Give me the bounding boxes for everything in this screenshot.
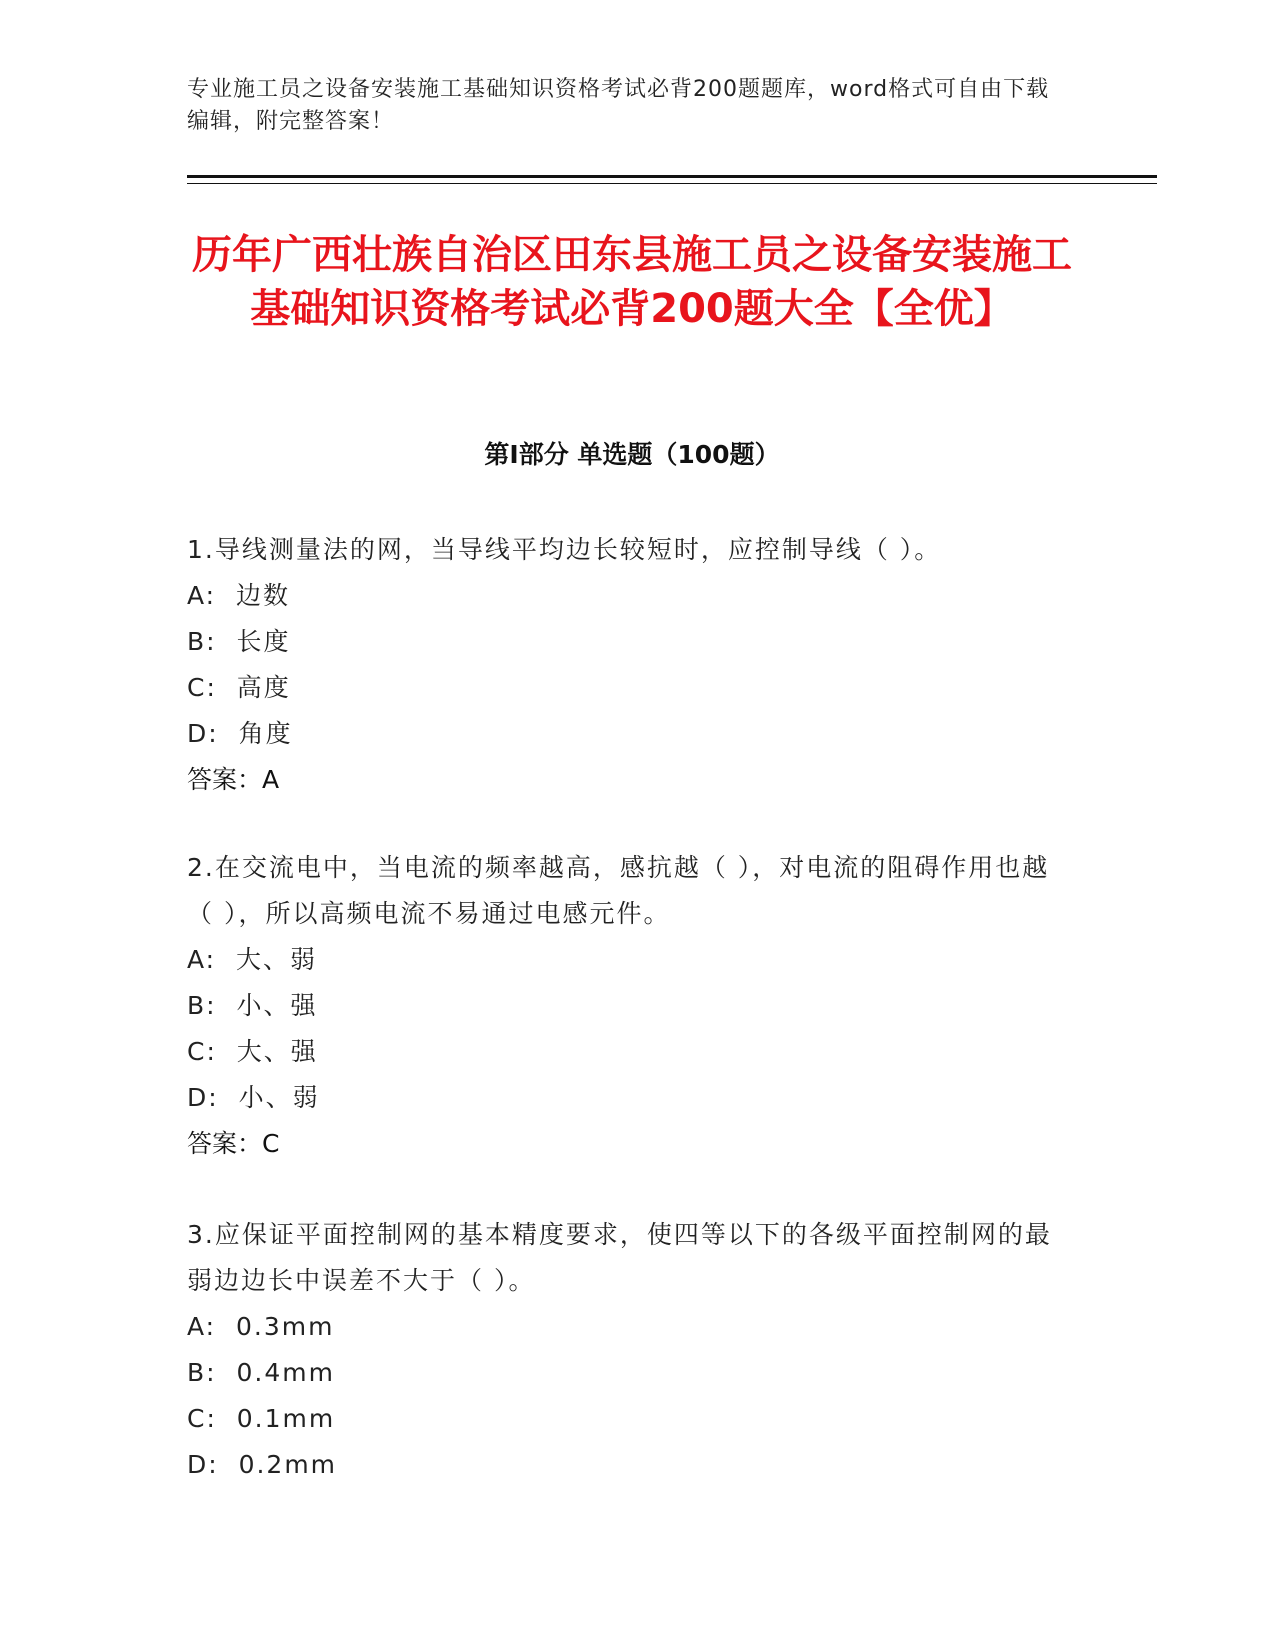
option-a: A: 大、弱	[187, 945, 317, 974]
document-page	[187, 0, 1157, 1650]
option-b: B: 小、强	[187, 991, 318, 1020]
option-d: D: 0.2mm	[187, 1450, 338, 1479]
answer-line: 答案：C	[187, 1129, 280, 1158]
option-c: C: 0.1mm	[187, 1404, 336, 1433]
question-item	[187, 1212, 1067, 1488]
option-c: C: 高度	[187, 673, 291, 702]
header-note: 专业施工员之设备安装施工基础知识资格考试必背200题题库，word格式可自由下载编辑，附完整答案！	[187, 77, 1050, 134]
option-a: A: 0.3mm	[187, 1312, 335, 1341]
answer-line: 答案：A	[187, 765, 280, 794]
option-c: C: 大、强	[187, 1037, 318, 1066]
question-stem: 1.导线测量法的网，当导线平均边长较短时，应控制导线（ ）。	[187, 535, 942, 564]
question-item	[187, 845, 1067, 1167]
document-title: 历年广西壮族自治区田东县施工员之设备安装施工基础知识资格考试必背200题大全【全优】	[192, 232, 1072, 332]
question-item	[187, 527, 1067, 803]
option-d: D: 角度	[187, 719, 293, 748]
option-b: B: 0.4mm	[187, 1358, 335, 1387]
section-heading: 第I部分 单选题（100题）	[484, 440, 780, 469]
header-divider-thick	[187, 175, 1157, 178]
option-a: A: 边数	[187, 581, 290, 610]
question-stem: 3.应保证平面控制网的基本精度要求，使四等以下的各级平面控制网的最弱边边长中误差不大于（ ）。	[187, 1220, 1052, 1295]
question-stem: 2.在交流电中，当电流的频率越高，感抗越（ ），对电流的阻碍作用也越（ ），所以高频电流不易通过电感元件。	[187, 853, 1050, 928]
header-divider-thin	[187, 183, 1157, 184]
option-d: D: 小、弱	[187, 1083, 320, 1112]
option-b: B: 长度	[187, 627, 291, 656]
